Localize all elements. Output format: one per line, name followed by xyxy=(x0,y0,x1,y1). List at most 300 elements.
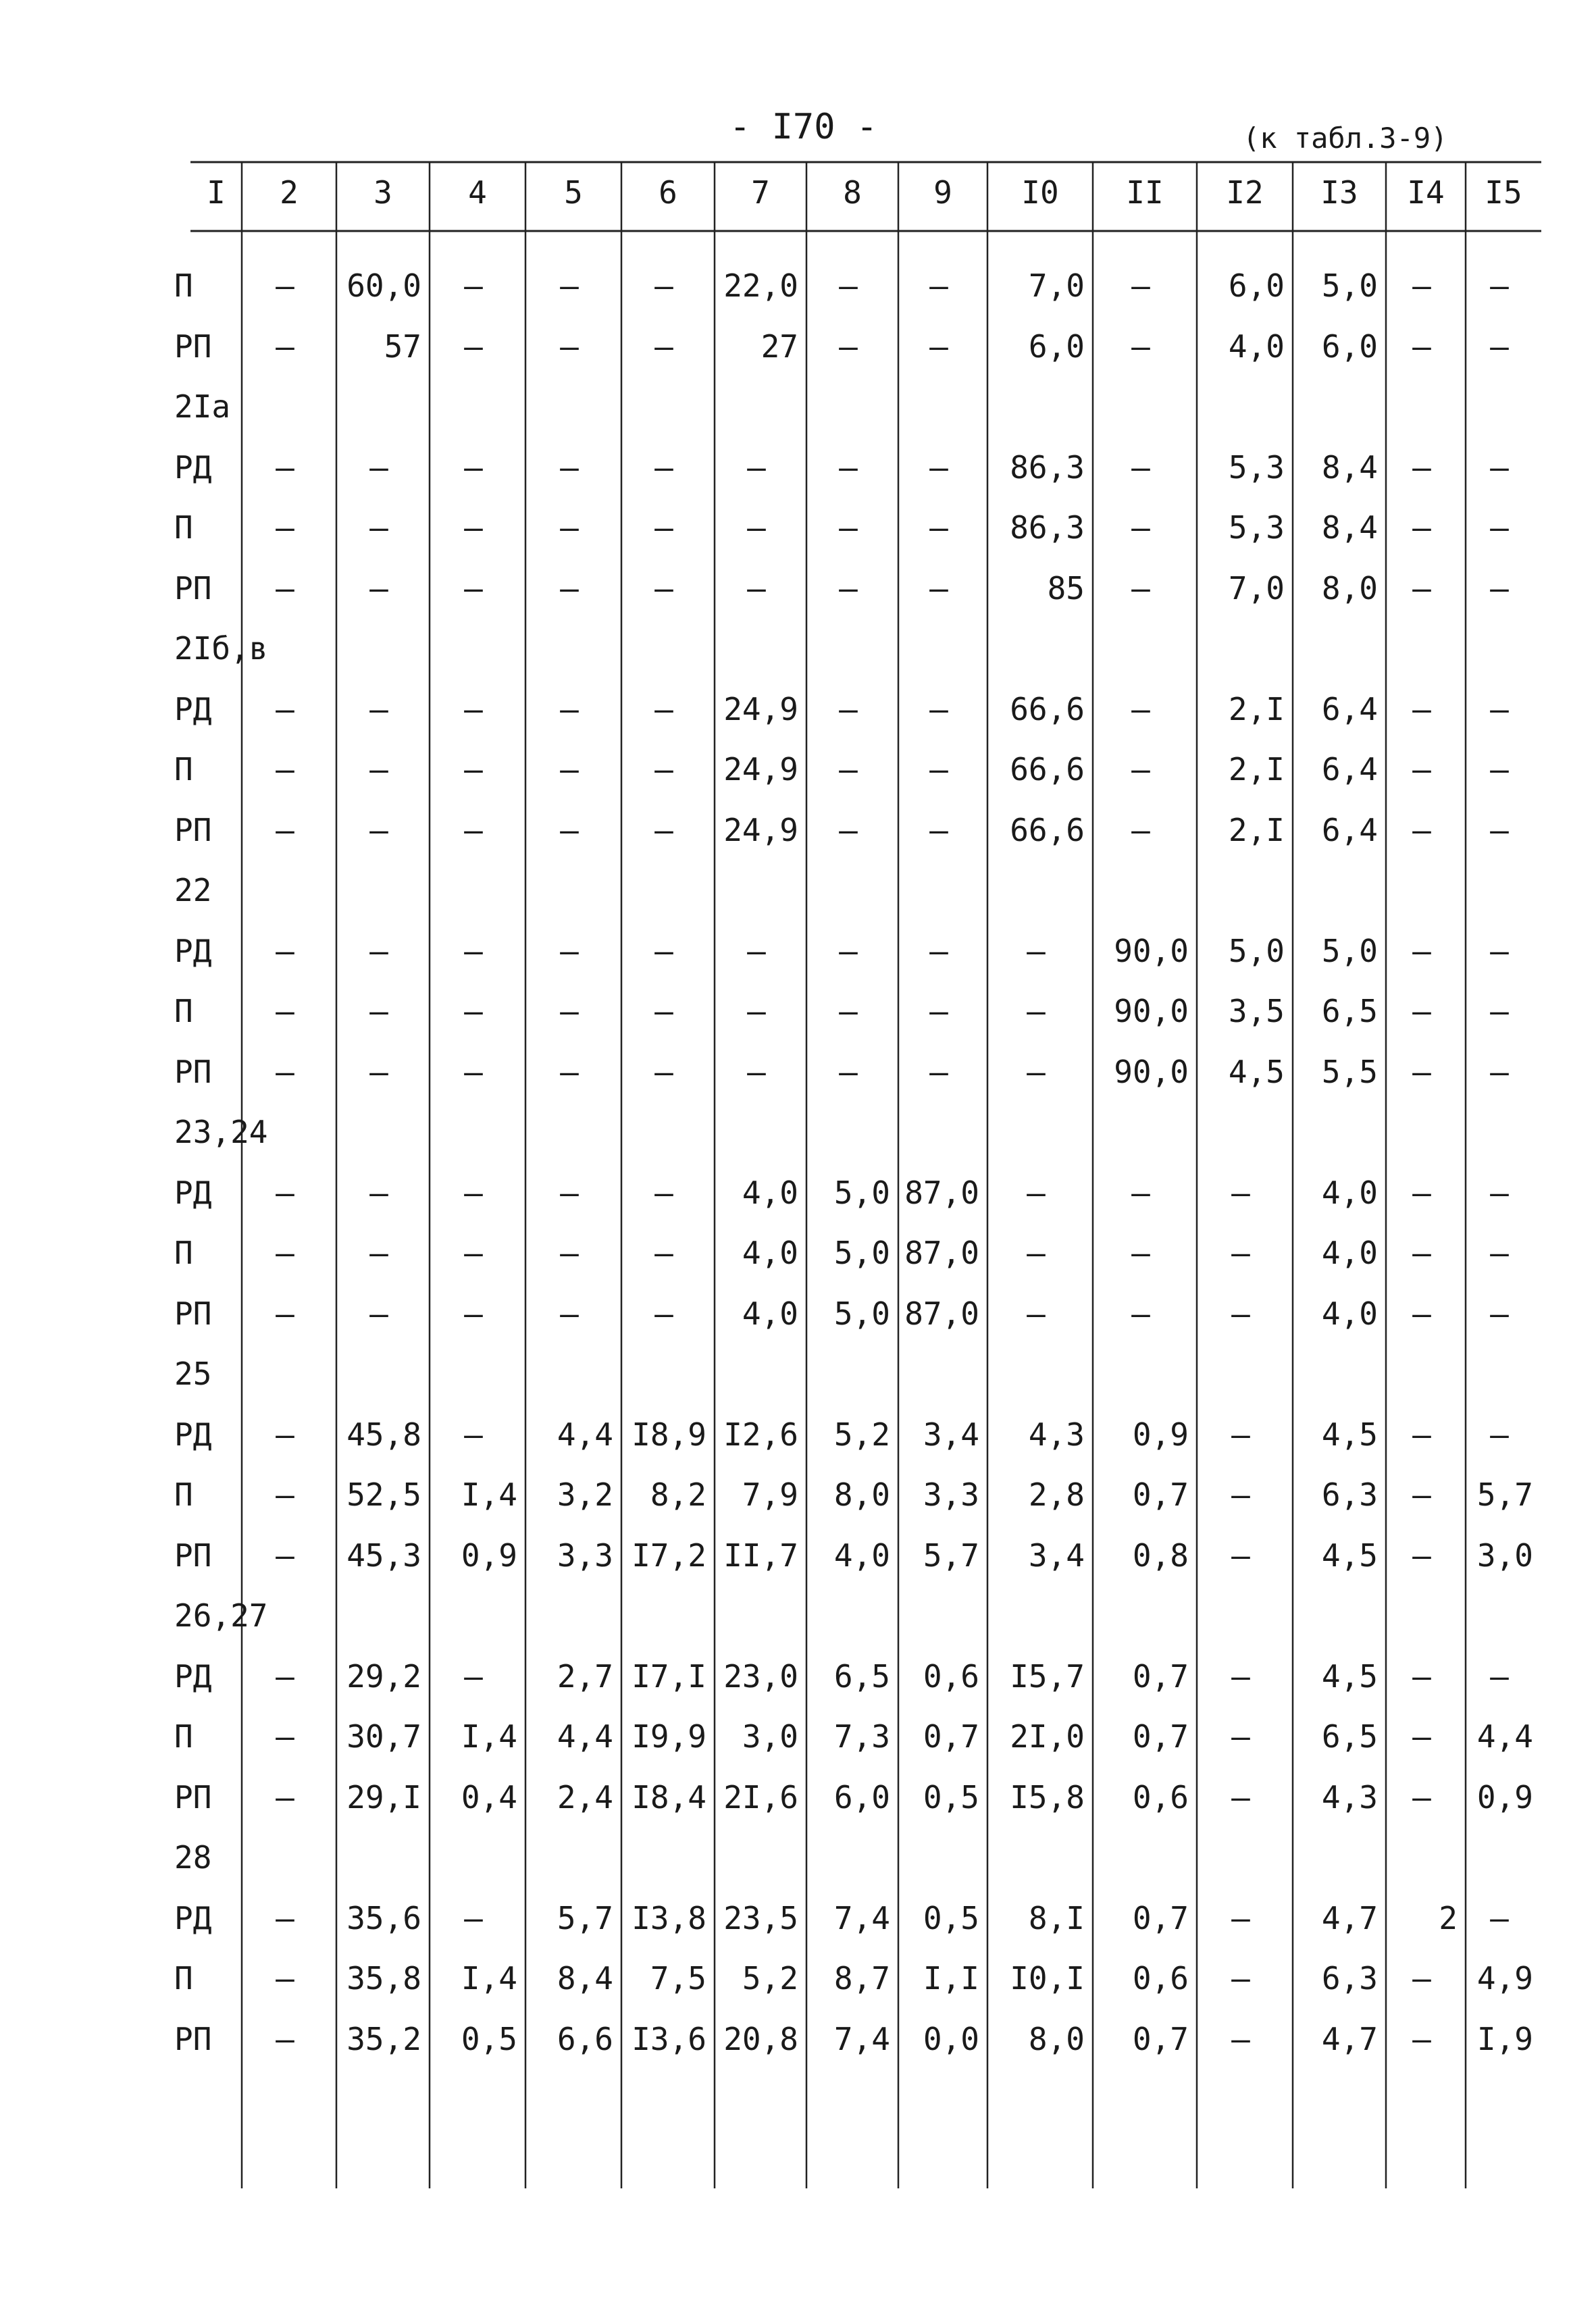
table-cell: – xyxy=(276,1476,294,1513)
table-cell: 0,9 xyxy=(1132,1416,1189,1453)
table-cell: – xyxy=(839,509,858,546)
table-cell: – xyxy=(929,751,948,788)
table-cell: – xyxy=(654,1053,673,1090)
table-cell: 6,4 xyxy=(1321,811,1378,848)
table-cell: 4,5 xyxy=(1321,1657,1378,1695)
table-cell: 0,9 xyxy=(1476,1778,1533,1816)
table-cell: – xyxy=(1131,751,1150,788)
table-cell: – xyxy=(560,267,579,304)
table-cell: 45,3 xyxy=(346,1537,421,1574)
table-cell: – xyxy=(1231,1476,1250,1513)
table-cell: 5,7 xyxy=(923,1537,979,1574)
table-cell: 0,7 xyxy=(1132,1718,1189,1755)
table-cell: 4,0 xyxy=(1321,1235,1378,1271)
table-cell: – xyxy=(276,1537,294,1574)
table-cell: – xyxy=(1490,448,1509,486)
row-label: РД xyxy=(174,448,212,486)
column-header-8: 8 xyxy=(843,174,862,211)
table-cell: 2,I xyxy=(1228,811,1285,848)
table-cell: 6,3 xyxy=(1321,1476,1378,1513)
table-cell: – xyxy=(276,1960,294,1997)
column-header-12: I2 xyxy=(1226,174,1264,211)
table-cell: 66,6 xyxy=(1010,690,1085,727)
row-label: РД xyxy=(174,690,212,727)
row-label: 28 xyxy=(174,1839,212,1876)
table-cell: I,4 xyxy=(461,1476,517,1513)
table-cell: – xyxy=(276,751,294,788)
column-header-4: 4 xyxy=(468,174,487,211)
table-cell: 57 xyxy=(384,328,421,365)
table-cell: – xyxy=(929,993,948,1029)
row-label: РП xyxy=(174,2020,212,2057)
table-cell: I,4 xyxy=(461,1960,517,1997)
table-cell: 2 xyxy=(1439,1899,1458,1936)
table-cell: – xyxy=(560,1295,579,1332)
table-cell: – xyxy=(1490,1235,1509,1271)
table-cell: 2,8 xyxy=(1028,1476,1085,1513)
row-label: 23,24 xyxy=(174,1114,268,1150)
table-cell: 4,9 xyxy=(1476,1960,1533,1997)
table-cell: 22,0 xyxy=(723,267,798,304)
table-cell: 5,7 xyxy=(557,1899,613,1936)
table-cell: 0,7 xyxy=(1132,1476,1189,1513)
table-cell: 35,2 xyxy=(346,2020,421,2057)
table-cell: I5,7 xyxy=(1010,1657,1085,1695)
table-cell: 8,0 xyxy=(1321,569,1378,607)
table-cell: – xyxy=(1131,1235,1150,1271)
row-label: РП xyxy=(174,811,212,848)
table-cell: 6,5 xyxy=(1321,1718,1378,1755)
table-cell: 4,0 xyxy=(1321,1295,1378,1332)
table-cell: – xyxy=(747,509,766,546)
table-cell: 24,9 xyxy=(723,811,798,848)
table-cell: 7,9 xyxy=(742,1476,798,1513)
table-cell: – xyxy=(560,448,579,486)
column-header-15: I5 xyxy=(1485,174,1522,211)
table-cell: – xyxy=(929,932,948,969)
table-cell: 4,7 xyxy=(1321,1899,1378,1936)
table-cell: – xyxy=(654,328,673,365)
table-cell: – xyxy=(747,448,766,486)
row-label: П xyxy=(174,509,193,546)
table-cell: – xyxy=(276,1295,294,1332)
column-header-7: 7 xyxy=(751,174,770,211)
table-cell: – xyxy=(276,328,294,365)
table-cell: – xyxy=(654,509,673,546)
table-cell: – xyxy=(1412,1960,1431,1997)
table-cell: 7,4 xyxy=(833,2020,890,2057)
table-cell: 0,4 xyxy=(461,1778,517,1816)
table-cell: – xyxy=(1412,1657,1431,1695)
table-cell: 29,2 xyxy=(346,1657,421,1695)
table-cell: – xyxy=(1412,811,1431,848)
table-cell: – xyxy=(276,448,294,486)
table-cell: 4,5 xyxy=(1321,1416,1378,1453)
table-cell: – xyxy=(560,811,579,848)
table-cell: – xyxy=(464,1053,483,1090)
table-cell: – xyxy=(1490,569,1509,607)
table-cell: – xyxy=(1231,1718,1250,1755)
column-header-5: 5 xyxy=(564,174,583,211)
table-cell: 4,3 xyxy=(1321,1778,1378,1816)
table-cell: – xyxy=(1131,1174,1150,1211)
table-cell: – xyxy=(276,1718,294,1755)
table-cell: 35,6 xyxy=(346,1899,421,1936)
table-cell: 0,5 xyxy=(923,1899,979,1936)
table-cell: 6,4 xyxy=(1321,690,1378,727)
table-cell: – xyxy=(464,569,483,607)
table-cell: – xyxy=(464,932,483,969)
table-cell: – xyxy=(276,1778,294,1816)
table-cell: – xyxy=(1412,1295,1431,1332)
table-cell: – xyxy=(276,1657,294,1695)
table-cell: I3,6 xyxy=(632,2020,706,2057)
table-cell: 20,8 xyxy=(723,2020,798,2057)
table-cell: I,I xyxy=(923,1960,979,1997)
table-cell: – xyxy=(369,1174,388,1211)
table-cell: 8,I xyxy=(1028,1899,1085,1936)
row-label: РП xyxy=(174,1053,212,1090)
table-cell: – xyxy=(929,690,948,727)
table-cell: – xyxy=(654,267,673,304)
table-cell: 7,0 xyxy=(1028,267,1085,304)
table-cell: – xyxy=(369,751,388,788)
table-cell: 8,7 xyxy=(833,1960,890,1997)
table-cell: 2,7 xyxy=(557,1657,613,1695)
table-cell: – xyxy=(464,1416,483,1453)
table-cell: 4,5 xyxy=(1321,1537,1378,1574)
table-cell: – xyxy=(369,509,388,546)
table-cell: – xyxy=(464,1235,483,1271)
row-label: 2Iб,в xyxy=(174,630,268,667)
table-cell: – xyxy=(839,267,858,304)
table-cell: 7,0 xyxy=(1228,569,1285,607)
table-cell: – xyxy=(464,993,483,1029)
table-cell: – xyxy=(1231,1174,1250,1211)
table-cell: 4,0 xyxy=(833,1537,890,1574)
row-label: 22 xyxy=(174,872,212,908)
table-cell: – xyxy=(1490,932,1509,969)
table-cell: – xyxy=(1412,1416,1431,1453)
table-cell: – xyxy=(1490,328,1509,365)
table-cell: 8,4 xyxy=(1321,448,1378,486)
table-cell: – xyxy=(929,509,948,546)
row-label: РД xyxy=(174,1899,212,1936)
table-cell: 0,5 xyxy=(923,1778,979,1816)
table-cell: – xyxy=(1231,1235,1250,1271)
table-cell: 87,0 xyxy=(904,1295,979,1332)
table-cell: – xyxy=(1490,509,1509,546)
column-header-3: 3 xyxy=(374,174,392,211)
table-cell: – xyxy=(464,811,483,848)
table-cell: I5,8 xyxy=(1010,1778,1085,1816)
table-cell: – xyxy=(464,509,483,546)
row-label: РП xyxy=(174,569,212,607)
row-label: РП xyxy=(174,1295,212,1332)
table-cell: I9,9 xyxy=(632,1718,706,1755)
table-cell: – xyxy=(1131,569,1150,607)
table-cell: – xyxy=(369,569,388,607)
table-cell: 0,6 xyxy=(1132,1960,1189,1997)
table-cell: – xyxy=(1231,1778,1250,1816)
table-cell: – xyxy=(560,932,579,969)
table-cell: – xyxy=(1490,993,1509,1029)
table-cell: – xyxy=(839,328,858,365)
column-header-13: I3 xyxy=(1320,174,1358,211)
table-cell: 6,0 xyxy=(1228,267,1285,304)
table-cell: 2,I xyxy=(1228,751,1285,788)
table-cell: 90,0 xyxy=(1114,932,1189,969)
table-cell: – xyxy=(369,690,388,727)
table-cell: 2I,0 xyxy=(1010,1718,1085,1755)
table-cell: – xyxy=(1490,1416,1509,1453)
table-cell: – xyxy=(1412,1537,1431,1574)
row-label: П xyxy=(174,1960,193,1997)
table-cell: – xyxy=(1131,448,1150,486)
table-cell: – xyxy=(560,1053,579,1090)
table-cell: – xyxy=(1231,1537,1250,1574)
table-cell: – xyxy=(1412,690,1431,727)
table-cell: – xyxy=(1490,811,1509,848)
table-cell: 4,4 xyxy=(557,1718,613,1755)
table-cell: – xyxy=(369,932,388,969)
table-cell: – xyxy=(747,1053,766,1090)
table-cell: – xyxy=(369,811,388,848)
table-cell: – xyxy=(1490,690,1509,727)
table-cell: – xyxy=(1412,1235,1431,1271)
table-cell: – xyxy=(839,811,858,848)
table-cell: 8,4 xyxy=(1321,509,1378,546)
column-header-11: II xyxy=(1126,174,1164,211)
table-cell: 3,4 xyxy=(923,1416,979,1453)
row-label: РД xyxy=(174,1174,212,1211)
row-label: РД xyxy=(174,1657,212,1695)
table-cell: – xyxy=(654,1235,673,1271)
table-cell: — xyxy=(1490,267,1509,304)
table-cell: 5,7 xyxy=(1476,1476,1533,1513)
row-label: П xyxy=(174,751,193,788)
table-cell: 45,8 xyxy=(346,1416,421,1453)
table-cell: 60,0 xyxy=(346,267,421,304)
table-cell: – xyxy=(1490,1657,1509,1695)
table-cell: 4,5 xyxy=(1228,1053,1285,1090)
table-cell: – xyxy=(276,267,294,304)
table-cell: – xyxy=(464,690,483,727)
table-cell: 6,5 xyxy=(1321,993,1378,1029)
table-cell: – xyxy=(560,751,579,788)
row-label: РД xyxy=(174,1416,212,1453)
table-cell: – xyxy=(654,932,673,969)
table-cell: 3,0 xyxy=(742,1718,798,1755)
table-cell: – xyxy=(1231,1899,1250,1936)
table-cell: 5,0 xyxy=(1228,932,1285,969)
table-cell: 0,7 xyxy=(1132,1657,1189,1695)
column-header-14: I4 xyxy=(1407,174,1445,211)
table-cell: 5,3 xyxy=(1228,509,1285,546)
table-cell: – xyxy=(1412,1718,1431,1755)
table-cell: – xyxy=(560,1174,579,1211)
table-cell: 0,8 xyxy=(1132,1537,1189,1574)
table-cell: 87,0 xyxy=(904,1174,979,1211)
table-cell: 5,0 xyxy=(833,1235,890,1271)
table-cell: 85 xyxy=(1047,569,1085,607)
table-cell: – xyxy=(560,328,579,365)
table-cell: 0,9 xyxy=(461,1537,517,1574)
table-cell: 8,2 xyxy=(650,1476,706,1513)
table-cell: 0,7 xyxy=(923,1718,979,1755)
table-cell: – xyxy=(654,751,673,788)
table-cell: – xyxy=(654,811,673,848)
table-cell: – xyxy=(929,811,948,848)
table-cell: 5,2 xyxy=(833,1416,890,1453)
table-cell: – xyxy=(276,509,294,546)
table-cell: – xyxy=(1412,509,1431,546)
row-label: П xyxy=(174,1476,193,1513)
table-cell: 5,0 xyxy=(833,1295,890,1332)
table-cell: 90,0 xyxy=(1114,993,1189,1029)
table-cell: – xyxy=(839,690,858,727)
table-cell: – xyxy=(839,932,858,969)
table-cell: 86,3 xyxy=(1010,509,1085,546)
table-cell: 29,I xyxy=(346,1778,421,1816)
table-cell: – xyxy=(464,1295,483,1332)
table-cell: – xyxy=(1131,328,1150,365)
table-cell: – xyxy=(1131,811,1150,848)
table-cell: – xyxy=(654,690,673,727)
table-cell: – xyxy=(276,1053,294,1090)
table-cell: 6,6 xyxy=(557,2020,613,2057)
table-cell: 0,7 xyxy=(1132,2020,1189,2057)
table-cell: 4,7 xyxy=(1321,2020,1378,2057)
table-cell: 27 xyxy=(761,328,798,365)
table-cell: – xyxy=(1490,1899,1509,1936)
row-label: П xyxy=(174,993,193,1029)
table-cell: 86,3 xyxy=(1010,448,1085,486)
table-cell: — xyxy=(1412,267,1431,304)
table-cell: – xyxy=(654,569,673,607)
table-cell: – xyxy=(654,448,673,486)
table-cell: – xyxy=(369,1235,388,1271)
row-label: 26,27 xyxy=(174,1597,268,1634)
table-cell: 4,0 xyxy=(1228,328,1285,365)
table-cell: – xyxy=(839,993,858,1029)
table-cell: I8,9 xyxy=(632,1416,706,1453)
table-cell: 23,0 xyxy=(723,1657,798,1695)
table-cell: – xyxy=(276,1899,294,1936)
table-cell: – xyxy=(1412,1174,1431,1211)
table-cell: 66,6 xyxy=(1010,751,1085,788)
table-cell: 24,9 xyxy=(723,751,798,788)
table-cell: – xyxy=(369,448,388,486)
table-cell: 2,I xyxy=(1228,690,1285,727)
table-cell: – xyxy=(1412,1476,1431,1513)
table-cell: 0,5 xyxy=(461,2020,517,2057)
table-cell: – xyxy=(369,1295,388,1332)
table-cell: 5,0 xyxy=(1321,932,1378,969)
table-cell: – xyxy=(276,1235,294,1271)
table-cell: – xyxy=(1027,1235,1046,1271)
table-cell: I7,I xyxy=(632,1657,706,1695)
table-cell: – xyxy=(369,993,388,1029)
table-cell: – xyxy=(839,751,858,788)
table-cell: – xyxy=(560,509,579,546)
table-cell: 7,5 xyxy=(650,1960,706,1997)
table-cell: 24,9 xyxy=(723,690,798,727)
table-cell: – xyxy=(1412,932,1431,969)
table-cell: – xyxy=(839,448,858,486)
table-cell: – xyxy=(1131,509,1150,546)
table-cell: 30,7 xyxy=(346,1718,421,1755)
column-header-1: I xyxy=(207,174,226,211)
table-cell: I8,4 xyxy=(632,1778,706,1816)
table-cell: I,4 xyxy=(461,1718,517,1755)
row-label: П xyxy=(174,1718,193,1755)
table-cell: 7,4 xyxy=(833,1899,890,1936)
table-cell: – xyxy=(1027,1295,1046,1332)
table-cell: 6,3 xyxy=(1321,1960,1378,1997)
column-header-9: 9 xyxy=(933,174,952,211)
table-cell: 6,0 xyxy=(833,1778,890,1816)
table-cell: 23,5 xyxy=(723,1899,798,1936)
table-cell: 2,4 xyxy=(557,1778,613,1816)
table-cell: 3,2 xyxy=(557,1476,613,1513)
table-cell: 6,5 xyxy=(833,1657,890,1695)
table-cell: II,7 xyxy=(723,1537,798,1574)
table-cell: 3,5 xyxy=(1228,993,1285,1029)
table-cell: – xyxy=(276,932,294,969)
table-cell: I2,6 xyxy=(723,1416,798,1453)
table-cell: – xyxy=(464,328,483,365)
row-label: РП xyxy=(174,328,212,365)
table-cell: – xyxy=(654,1174,673,1211)
table-cell: – xyxy=(1490,1174,1509,1211)
table-cell: 8,4 xyxy=(557,1960,613,1997)
table-cell: – xyxy=(560,569,579,607)
row-label: П xyxy=(174,1235,193,1271)
table-cell: – xyxy=(1027,1053,1046,1090)
table-cell: – xyxy=(276,1416,294,1453)
table-cell: – xyxy=(1412,1778,1431,1816)
table-cell: 4,0 xyxy=(742,1235,798,1271)
table-cell: – xyxy=(276,569,294,607)
table-cell: – xyxy=(1231,2020,1250,2057)
table-cell: 4,0 xyxy=(1321,1174,1378,1211)
table-cell: – xyxy=(839,569,858,607)
table-cell: 5,0 xyxy=(833,1174,890,1211)
table-cell: 6,0 xyxy=(1321,328,1378,365)
table-cell: 0,6 xyxy=(923,1657,979,1695)
table-cell: – xyxy=(464,1174,483,1211)
table-cell: – xyxy=(929,569,948,607)
table-cell: 5,0 xyxy=(1321,267,1378,304)
table-cell: – xyxy=(1027,993,1046,1029)
table-cell: – xyxy=(560,993,579,1029)
table-cell: – xyxy=(839,1053,858,1090)
row-label: 2Iа xyxy=(174,388,231,425)
row-label: РП xyxy=(174,1778,212,1816)
table-cell: I3,8 xyxy=(632,1899,706,1936)
table-cell: – xyxy=(560,690,579,727)
table-cell: I0,I xyxy=(1010,1960,1085,1997)
table-cell: – xyxy=(747,932,766,969)
table-cell: – xyxy=(1412,448,1431,486)
table-cell: 52,5 xyxy=(346,1476,421,1513)
table-cell: 5,5 xyxy=(1321,1053,1378,1090)
table-cell: I7,2 xyxy=(632,1537,706,1574)
row-label: П xyxy=(174,267,193,304)
table-cell: – xyxy=(1231,1657,1250,1695)
table-cell: 0,0 xyxy=(923,2020,979,2057)
